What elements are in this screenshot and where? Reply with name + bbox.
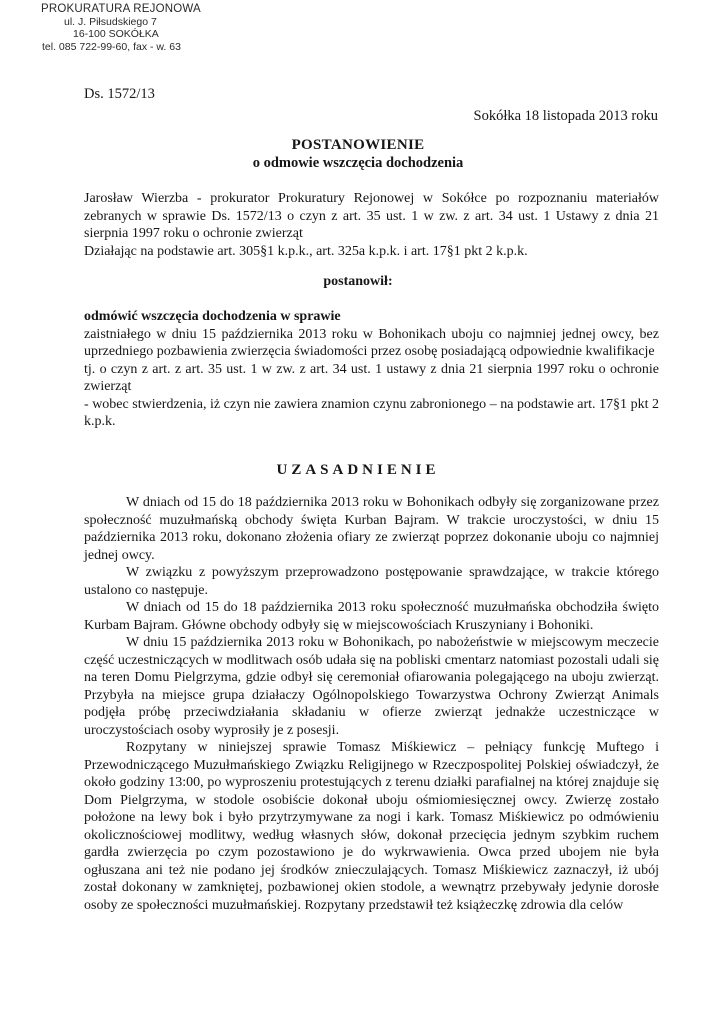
justification-paragraph: Rozpytany w niniejszej sprawie Tomasz Miśkiewicz – pełniący funkcję Muftego i Przewodniczącego Muzułmańskiego Związku Religijnego w Rzeczpospolitej Polskiej oświadczył, że około godziny 13:00, po wyproszeniu protestujących z terenu działki parafialnej na której znajduje się Dom Pielgrzyma, w stodole osobiście dokonał uboju ośmiomiesięcznej owcy. Zwierzę zostało położone na lewy bok i było przytrzymywane za nogi i kark. Tomasz Miśkiewicz po odmówieniu okolicznościowej modlitwy, według własnych słów, dokonał przecięcia jednym szybkim ruchem gardła zwierzęcia po czym pozostawiono je do wykrwawienia. Owca przed ubojem nie była ogłuszana ani też nie podano jej środków znieczulających. Tomasz Miśkiewicz zaznaczył, iż ubój został dokonany w zamkniętej, pozbawionej okien stodole, a wewnątrz przebywały jedynie dorosłe osoby ze społeczności muzułmańskiej. Rozpytany przedstawił też książeczkę zdrowia dla celów xyxy=(84,740,659,913)
stamp-street: ul. J. Piłsudskiego 7 xyxy=(64,15,157,28)
stamp-postal: 16-100 SOKÓŁKA xyxy=(73,28,159,40)
stamp-phone: tel. 085 722-99-60, fax - w. 63 xyxy=(42,40,181,53)
justification-paragraph: W dniach od 15 do 18 października 2013 roku w Bohonikach odbyły się zorganizowane przez społeczność muzułmańską obchody święta Kurban Bajram. W trakcie uroczystości, w dniu 15 października 2013 roku, dokonano złożenia ofiary ze zwierząt poprzez dokonanie uboju co najmniej jednej owcy. xyxy=(84,495,659,563)
justification-paragraph: W związku z powyższym przeprowadzono postępowanie sprawdzające, w trakcie którego ustalono co następuje. xyxy=(84,565,659,598)
decision-heading: postanowił: xyxy=(323,274,393,289)
case-number: Ds. 1572/13 xyxy=(84,86,155,102)
legal-basis-paragraph: Działając na podstawie art. 305§1 k.p.k., art. 325a k.p.k. i art. 17§1 pkt 2 k.p.k. xyxy=(84,243,528,259)
justification-paragraph: W dniach od 15 do 18 października 2013 roku społeczność muzułmańska obchodziła święto Kurbam Bajram. Główne obchody odbyły się w miejscowościach Kruszyniany i Bohoniki. xyxy=(84,600,659,633)
justification-heading: UZASADNIENIE xyxy=(276,462,440,478)
decision-paragraph: tj. o czyn z art. z art. 35 ust. 1 w zw. z art. 34 ust. 1 ustawy z dnia 21 sierpnia 1997 roku o ochronie zwierząt xyxy=(84,361,659,394)
office-stamp xyxy=(26,3,276,53)
intro-paragraph: Jarosław Wierzba - prokurator Prokuratury Rejonowej w Sokółce po rozpoznaniu materiałów zebranych w sprawie Ds. 1572/13 o czyn z art. 35 ust. 1 w zw. z art. 34 ust. 1 Ustawy z dnia 21 sierpnia 1997 roku o ochronie zwierząt xyxy=(84,191,659,241)
decision-paragraph: - wobec stwierdzenia, iż czyn nie zawiera znamion czynu zabronionego – na podstawie art. 17§1 pkt 2 k.p.k. xyxy=(84,396,659,429)
place-date: Sokółka 18 listopada 2013 roku xyxy=(473,108,658,124)
intro-section xyxy=(84,190,659,260)
decision-section xyxy=(84,308,659,431)
justification-section xyxy=(84,494,659,914)
decision-paragraph: zaistniałego w dniu 15 października 2013 roku w Bohonikach uboju co najmniej jednej owcy, bez uprzedniego pozbawienia zwierzęcia świadomości przez osobę posiadającą odpowiednie kwalifikacje xyxy=(84,326,659,359)
stamp-office-name: PROKURATURA REJONOWA xyxy=(41,3,201,15)
document-title: POSTANOWIENIE xyxy=(291,137,425,153)
decision-bold-line: odmówić wszczęcia dochodzenia w sprawie xyxy=(84,309,341,324)
document-subtitle: o odmowie wszczęcia dochodzenia xyxy=(252,155,464,171)
justification-paragraph: W dniu 15 października 2013 roku w Bohonikach, po nabożeństwie w miejscowym meczecie część uczestniczących w modlitwach osób udała się na pobliski cmentarz natomiast pozostali udali się na teren Domu Pielgrzyma, gdzie odbył się ceremoniał ofiarowania polegającego na uboju zwierząt. Przybyła na miejsce grupa działaczy Ogólnopolskiego Towarzystwa Ochrony Zwierząt Animals podjęła próbę przeciwdziałania składaniu w ofierze zwierząt jednakże uczestniczące w uroczystościach osoby wyprosiły je z posesji. xyxy=(84,635,659,738)
